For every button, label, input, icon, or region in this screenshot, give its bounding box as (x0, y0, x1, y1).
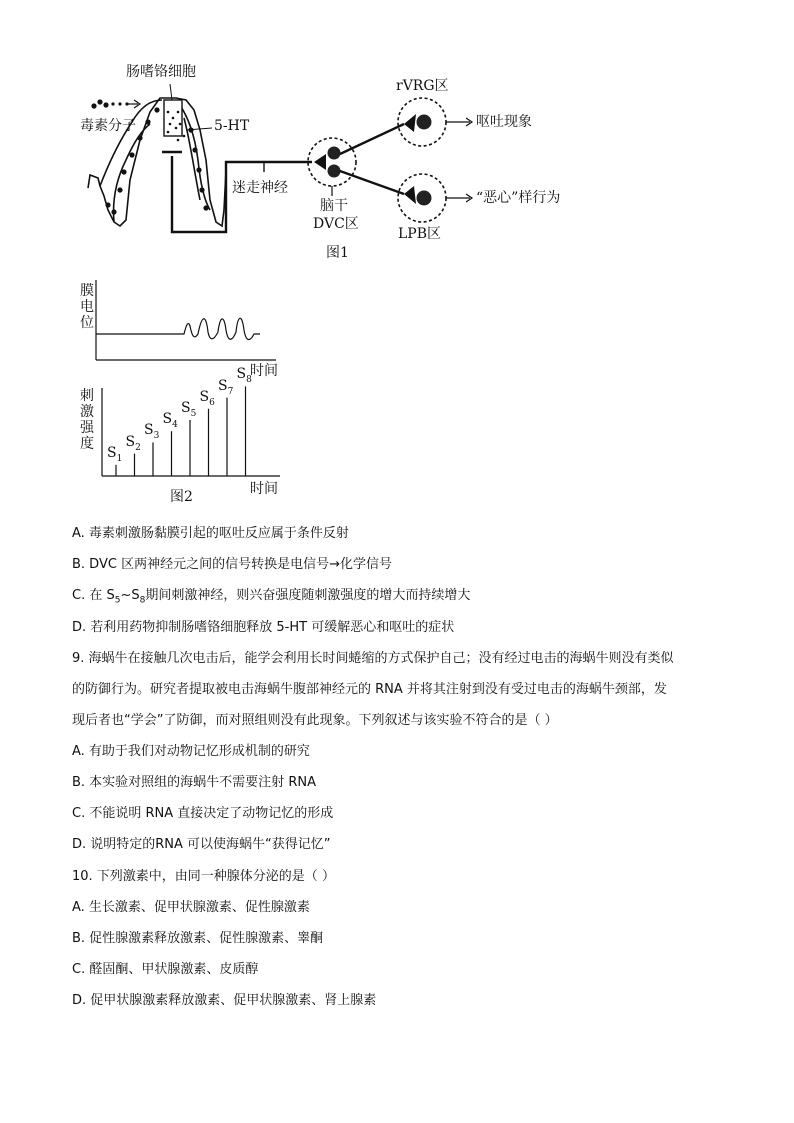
q9-option-a: A. 有助于我们对动物记忆形成机制的研究 (72, 744, 310, 759)
q9-option-c: C. 不能说明 RNA 直接决定了动物记忆的形成 (72, 806, 334, 821)
toxin-label: 毒素分子 (80, 118, 136, 134)
stimulus-label: 刺 激 强 度 (80, 388, 94, 452)
figure-2-drawing (0, 270, 794, 510)
q9-option-b: B. 本实验对照组的海蜗牛不需要注射 RNA (72, 775, 316, 790)
lpb-label: LPB区 (398, 226, 442, 242)
cell-label: 肠嗜铬细胞 (126, 64, 196, 80)
nausea-label: “恶心”样行为 (476, 190, 561, 206)
q10-option-c: C. 醛固酮、甲状腺激素、皮质醇 (72, 962, 259, 977)
q9-stem-line-1: 9. 海蜗牛在接触几次电击后，能学会利用长时间蜷缩的方式保护自己；没有经过电击的海蜗牛则没有类似 (72, 651, 674, 666)
q8-option-b: B. DVC 区两神经元之间的信号转换是电信号→化学信号 (72, 557, 392, 572)
figure-1-drawing (0, 0, 794, 270)
q9-option-d: D. 说明特定的RNA 可以使海蜗牛“获得记忆” (72, 837, 331, 852)
q10-option-a: A. 生长激素、促甲状腺激素、促性腺激素 (72, 900, 310, 915)
figure-2-caption: 图2 (170, 489, 193, 505)
vagus-label: 迷走神经 (232, 180, 288, 196)
rvrg-label: rVRG区 (396, 78, 449, 94)
q10-option-b: B. 促性腺激素释放激素、促性腺激素、睾酮 (72, 931, 324, 946)
stimulus-label-7: $S_7$ (218, 377, 234, 397)
q8-option-c: C. 在 $S_5\sim S_8$期间刺激神经，则兴奋强度随刺激强度的增大而持续增大 (72, 588, 471, 606)
stimulus-label-3: $S_3$ (144, 422, 160, 442)
q10-option-d: D. 促甲状腺激素释放激素、促甲状腺激素、肾上腺素 (72, 993, 377, 1008)
vomit-label: 呕吐现象 (476, 114, 532, 130)
stimulus-label-5: $S_5$ (181, 400, 197, 419)
stimulus-label-4: $S_4$ (162, 411, 178, 430)
stimulus-label-1: $S_1$ (107, 444, 123, 464)
q9-stem-line-3: 现后者也“学会”了防御，而对照组则没有此现象。下列叙述与该实验不符合的是（ ） (72, 713, 558, 728)
time-label-bottom: 时间 (250, 481, 278, 497)
stimulus-label-2: $S_2$ (125, 433, 141, 453)
stimulus-label-8: $S_8$ (236, 366, 252, 386)
time-label-top: 时间 (250, 363, 278, 379)
stimulus-label-6: $S_6$ (199, 388, 215, 408)
ht-label: 5-HT (214, 118, 250, 134)
membrane-label: 膜 电 位 (80, 283, 94, 331)
q8-option-a: A. 毒素刺激肠黏膜引起的呕吐反应属于条件反射 (72, 526, 349, 541)
q10-stem: 10. 下列激素中，由同一种腺体分泌的是（ ） (72, 869, 335, 884)
brainstem-label: 脑干 (320, 198, 348, 214)
dvc-label: DVC区 (313, 216, 359, 232)
q8-option-d: D. 若利用药物抑制肠嗜铬细胞释放 5-HT 可缓解恶心和呕吐的症状 (72, 620, 455, 635)
q9-stem-line-2: 的防御行为。研究者提取被电击海蜗牛腹部神经元的 RNA 并将其注射到没有受过电击的海蜗牛颈部，发 (72, 682, 667, 697)
figure-1-caption: 图1 (326, 245, 349, 261)
